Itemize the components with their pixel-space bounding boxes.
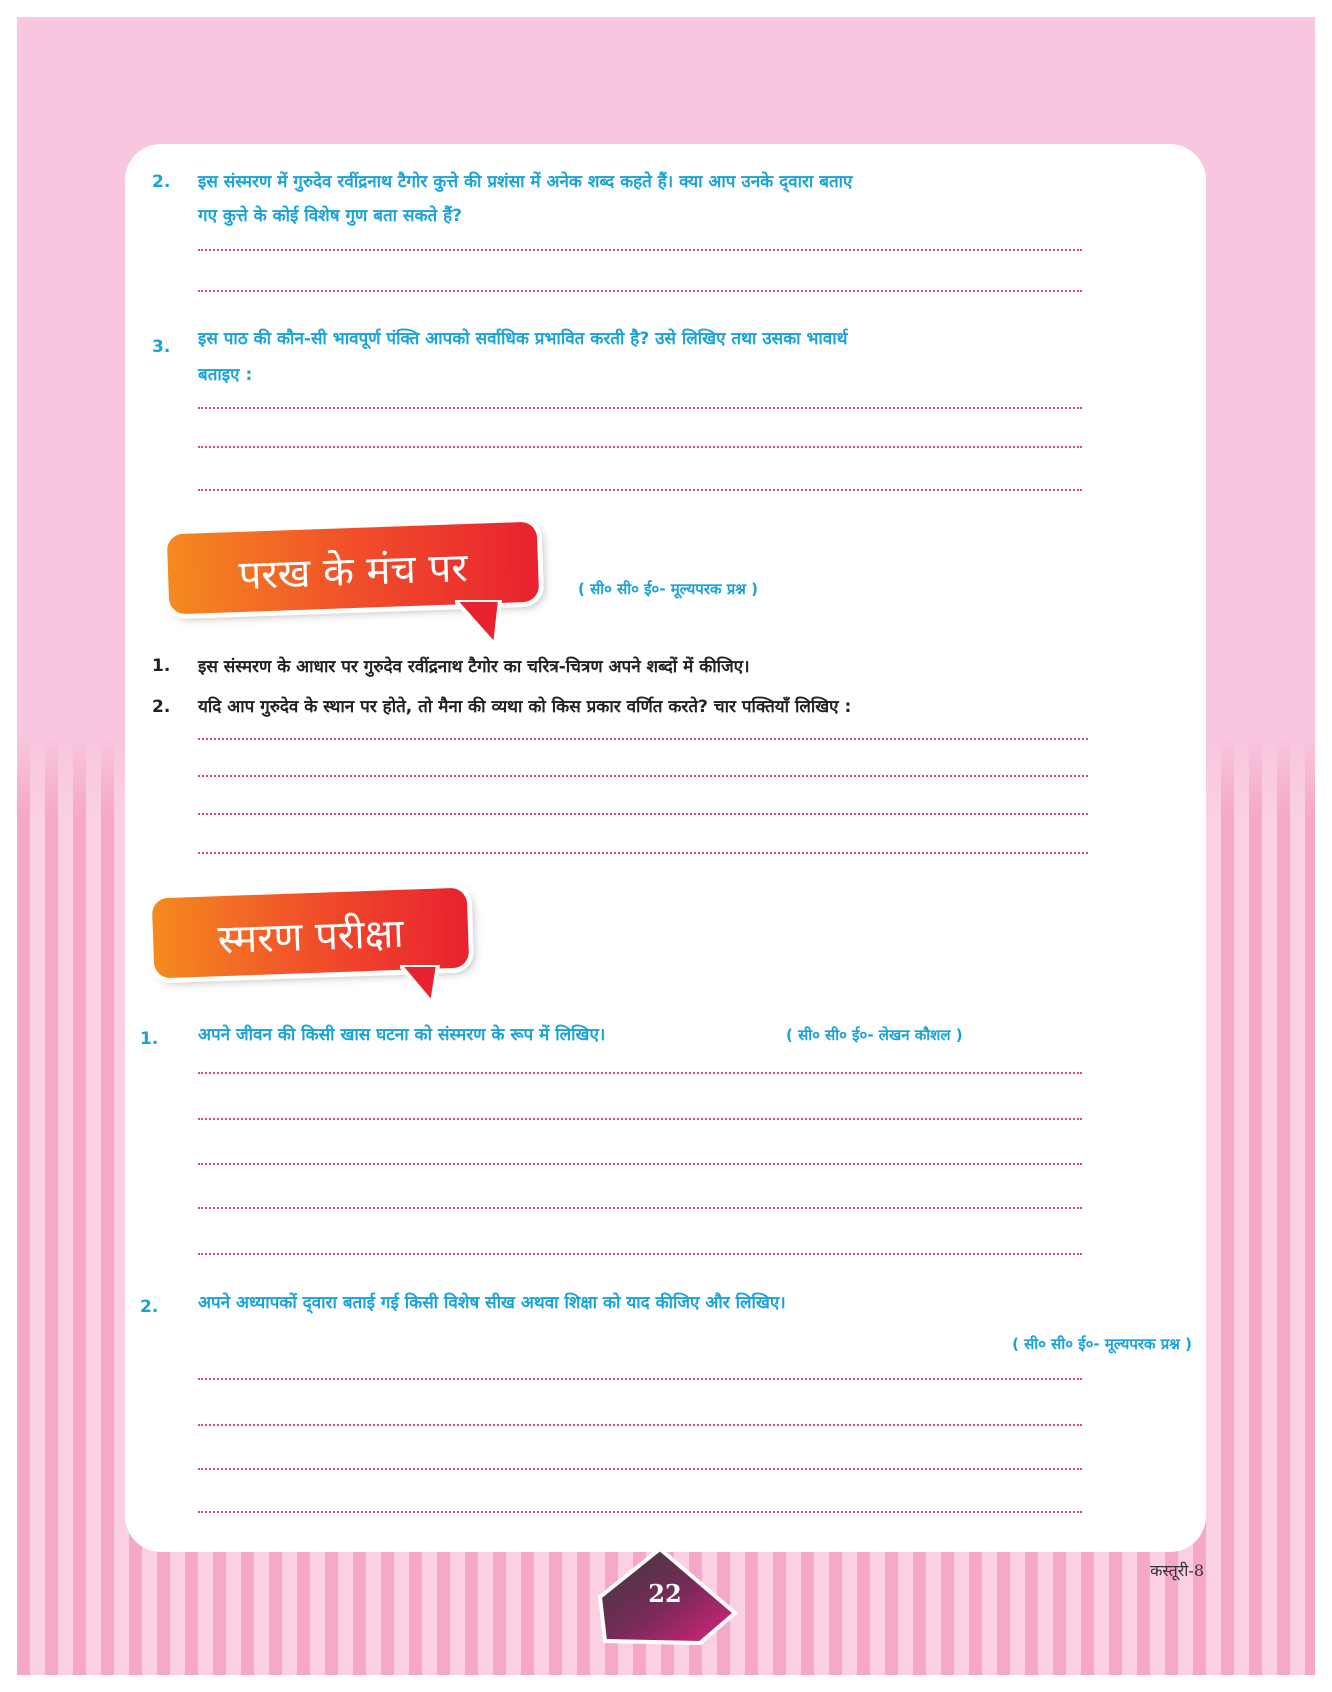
question-text-line: गए कुत्ते के कोई विशेष गुण बता सकते हैं? <box>198 206 463 226</box>
answer-line[interactable] <box>198 1511 1082 1513</box>
question-text-line: इस संस्मरण में गुरुदेव रवींद्रनाथ टैगोर कुत्ते की प्रशंसा में अनेक शब्द कहते हैं। क्या आप उनके द्‌वारा बताए <box>198 172 853 192</box>
question-category-note: ( सी० सी० ई०- लेखन कौशल ) <box>786 1026 963 1044</box>
answer-line[interactable] <box>198 1118 1082 1120</box>
question-category-note: ( सी० सी० ई०- मूल्यपरक प्रश्न ) <box>578 580 758 598</box>
question-category-note: ( सी० सी० ई०- मूल्यपरक प्रश्न ) <box>1012 1335 1192 1353</box>
page-number-badge <box>590 1545 740 1645</box>
banner-tail <box>400 965 450 1010</box>
question-number: 1. <box>140 1029 159 1049</box>
answer-line[interactable] <box>198 407 1082 409</box>
question-number: 3. <box>152 337 171 357</box>
answer-line[interactable] <box>198 1072 1082 1074</box>
question-text: अपने अध्यापकों द्‌वारा बताई गई किसी विशेष सीख अथवा शिक्षा को याद कीजिए और लिखिए। <box>198 1293 786 1313</box>
question-text: यदि आप गुरुदेव के स्थान पर होते, तो मैना की व्यथा को किस प्रकार वर्णित करते? चार पक्तियाँ लिखिए : <box>198 697 852 717</box>
answer-line[interactable] <box>198 290 1082 292</box>
banner-title: परख के मंच पर <box>237 545 469 599</box>
banner-title: स्मरण परीक्षा <box>216 910 405 964</box>
question-number: 1. <box>152 656 171 676</box>
question-number: 2. <box>152 172 171 192</box>
question-text-line: इस पाठ की कौन-सी भावपूर्ण पंक्ति आपको सर्वाधिक प्रभावित करती है? उसे लिखिए तथा उसका भावार्थ <box>198 329 848 349</box>
answer-line[interactable] <box>198 1207 1082 1209</box>
answer-line[interactable] <box>198 1378 1082 1380</box>
answer-line[interactable] <box>198 1468 1082 1470</box>
answer-line[interactable] <box>198 1163 1082 1165</box>
question-text-line: बताइए : <box>198 365 253 385</box>
answer-line[interactable] <box>198 852 1088 854</box>
page-number: 22 <box>648 1579 682 1608</box>
answer-line[interactable] <box>198 813 1088 815</box>
question-number: 2. <box>140 1297 159 1317</box>
banner-tail <box>455 600 515 650</box>
question-text: इस संस्मरण के आधार पर गुरुदेव रवींद्रनाथ टैगोर का चरित्र-चित्रण अपने शब्दों में कीजिए। <box>198 657 750 677</box>
book-footer: कस्तूरी-8 <box>1150 1561 1204 1580</box>
question-text: अपने जीवन की किसी खास घटना को संस्मरण के रूप में लिखिए। <box>198 1025 606 1045</box>
answer-line[interactable] <box>198 446 1082 448</box>
answer-line[interactable] <box>198 1253 1082 1255</box>
answer-line[interactable] <box>198 1424 1082 1426</box>
answer-line[interactable] <box>198 738 1088 740</box>
answer-line[interactable] <box>198 249 1082 251</box>
question-number: 2. <box>152 697 171 717</box>
answer-line[interactable] <box>198 489 1082 491</box>
answer-line[interactable] <box>198 775 1088 777</box>
